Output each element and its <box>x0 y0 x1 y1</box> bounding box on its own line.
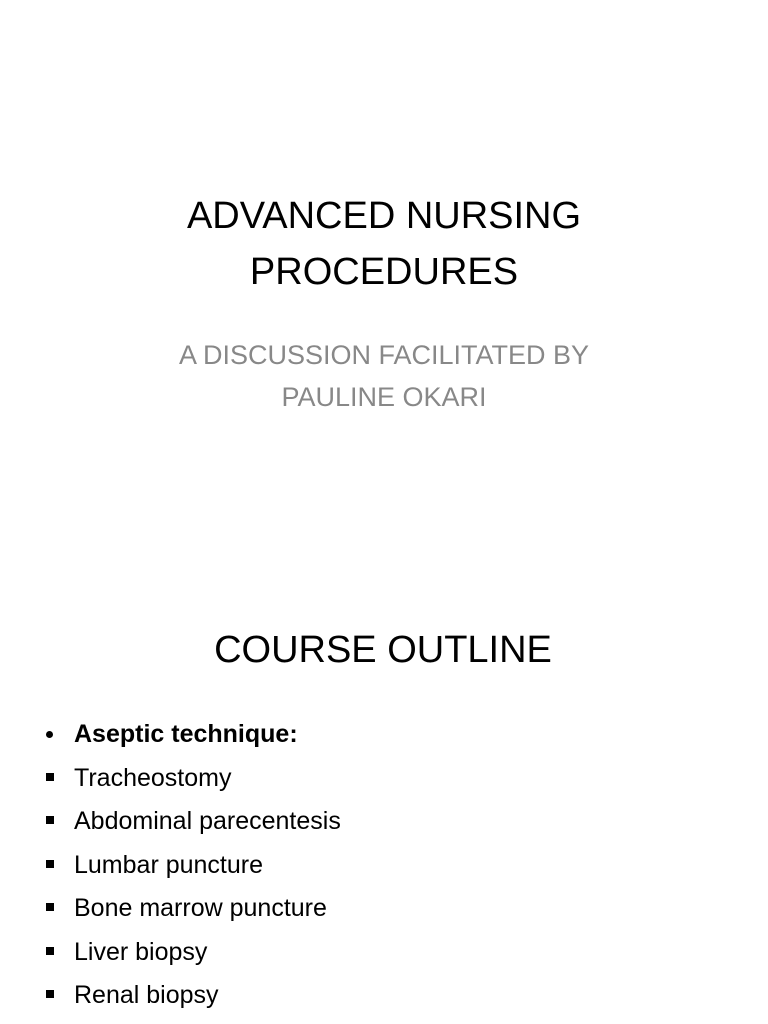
list-item-label: Abdominal parecentesis <box>74 807 341 835</box>
title-line-1: ADVANCED NURSING <box>186 195 582 237</box>
page-subtitle <box>0 334 768 418</box>
list-item-label: Liver biopsy <box>74 937 208 966</box>
list-item-label: Renal biopsy <box>74 981 219 1009</box>
title-line-2: PROCEDURES <box>249 251 519 293</box>
list-item-label: Lumbar puncture <box>74 850 264 879</box>
list-item <box>0 974 768 1018</box>
list-item <box>0 931 768 975</box>
outline-list <box>0 713 768 1018</box>
section-title: COURSE OUTLINE <box>214 629 552 671</box>
list-item <box>0 887 768 931</box>
list-item <box>0 757 768 801</box>
list-item <box>0 844 768 888</box>
subtitle-line-2: PAULINE OKARI <box>281 382 487 412</box>
list-item <box>0 800 768 844</box>
page-title <box>0 188 768 300</box>
list-item-label: Bone marrow puncture <box>74 894 327 922</box>
subtitle-line-1: A DISCUSSION FACILITATED BY <box>178 340 590 370</box>
list-item-label: Tracheostomy <box>74 763 232 792</box>
list-item-label: Aseptic technique: <box>74 720 298 748</box>
list-item <box>0 713 768 757</box>
